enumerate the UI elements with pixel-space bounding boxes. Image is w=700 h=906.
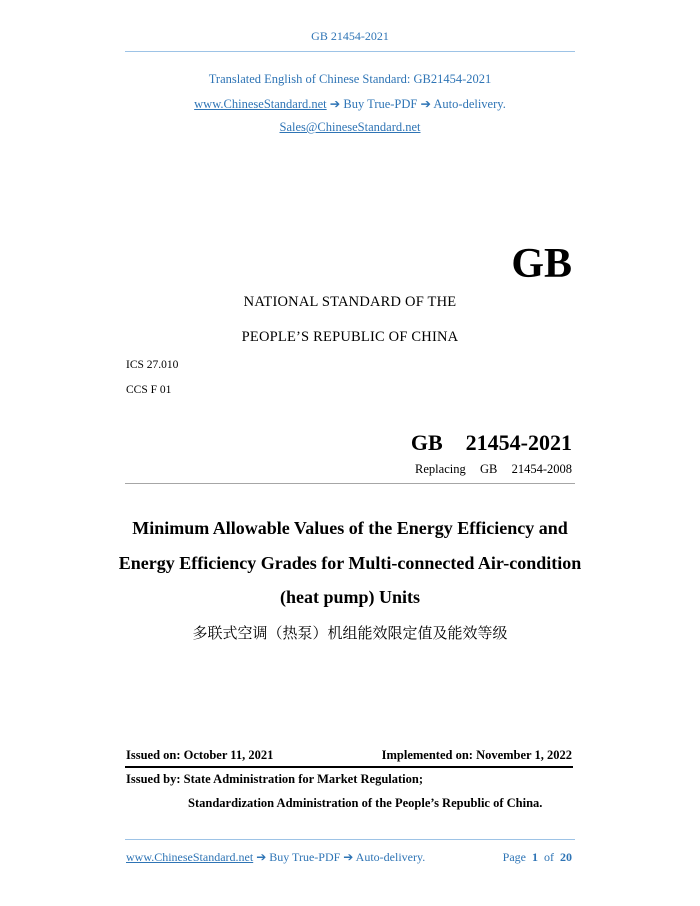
email-line <box>0 120 700 135</box>
document-title-line3: (heat pump) Units <box>279 587 421 607</box>
ccs-code: CCS F 01 <box>126 384 172 396</box>
page-total: 20 <box>560 850 572 864</box>
page-label: Page <box>502 850 526 864</box>
purchase-line <box>0 96 700 112</box>
replacing-note: Replacing GB 21454-2008 <box>415 462 572 476</box>
national-standard-line1: NATIONAL STANDARD OF THE <box>243 294 457 310</box>
running-header: GB 21454-2021 <box>311 29 389 43</box>
page-of: of <box>544 850 554 864</box>
gb-logo: GB <box>511 241 572 287</box>
email-link[interactable]: Sales@ChineseStandard.net <box>279 120 421 134</box>
footer-website-link[interactable]: www.ChineseStandard.net <box>126 850 254 864</box>
document-title-line2: Energy Efficiency Grades for Multi-connected Air-condition <box>118 553 582 573</box>
footer-purchase-text: ➔ Buy True-PDF ➔ Auto-delivery. <box>253 850 426 864</box>
chinese-title: 多联式空调（热泵）机组能效限定值及能效等级 <box>192 624 508 642</box>
document-title-line1: Minimum Allowable Values of the Energy Efficiency and <box>132 518 568 538</box>
purchase-text: ➔ Buy True-PDF ➔ Auto-delivery. <box>326 97 506 111</box>
title-rule <box>125 483 575 484</box>
issued-rule <box>125 766 573 768</box>
standard-number: GB 21454-2021 <box>410 430 572 455</box>
website-link[interactable]: www.ChineseStandard.net <box>194 97 327 111</box>
footer-rule <box>125 839 575 840</box>
national-standard-line2: PEOPLE’S REPUBLIC OF CHINA <box>241 329 459 345</box>
page-current: 1 <box>532 850 538 864</box>
page-number <box>503 850 572 865</box>
ics-code: ICS 27.010 <box>126 359 179 371</box>
implemented-on: Implemented on: November 1, 2022 <box>381 748 572 762</box>
header-rule <box>125 51 575 52</box>
issued-by-line2: Standardization Administration of the People’s Republic of China. <box>188 796 543 810</box>
issued-on: Issued on: October 11, 2021 <box>126 748 274 762</box>
translation-banner: Translated English of Chinese Standard: GB21454-2021 <box>208 72 492 86</box>
issued-by: Issued by: State Administration for Market Regulation; <box>126 772 423 786</box>
footer-purchase-line <box>126 850 425 865</box>
